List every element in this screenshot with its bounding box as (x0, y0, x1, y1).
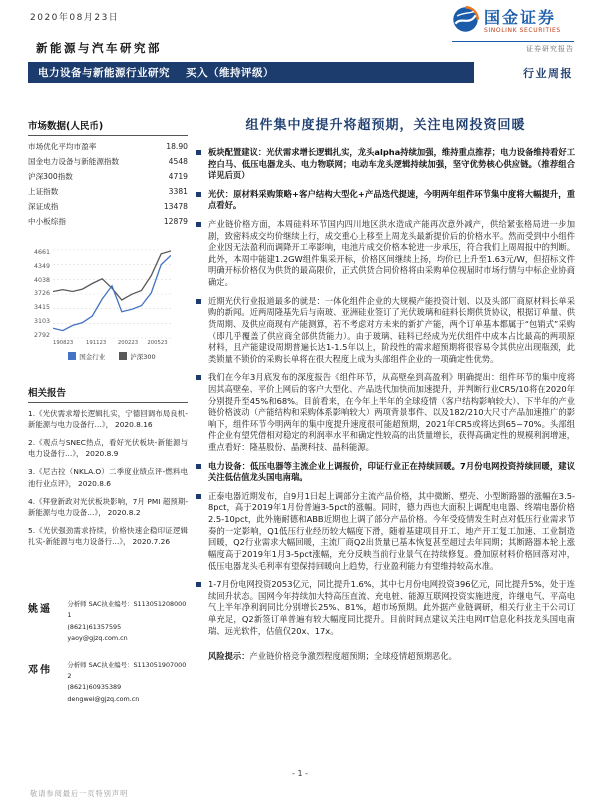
chart-x-axis: 190823 191123 200223 200523 (53, 340, 168, 346)
related-report-item: 1.《光伏需求增长逻辑扎实，宁德回调布局良机-新能源与电力设备行…》， 2020.8.16 (28, 409, 188, 430)
brand-name-cn: 国金证券 (484, 7, 557, 27)
market-data-title: 市场数据(人民币) (28, 118, 188, 136)
market-data-row: 市场优化平均市盈率 18.90 (28, 142, 188, 151)
bullet-paragraph: 光伏：原材料采购策略+客户结构大型化+产品迭代提速，今明两年组件环节集中度将大幅提升，重点看好。 (196, 189, 575, 212)
bullet-paragraph: 板块配置建议：光伏需求增长逻辑扎实，龙头alpha持续加强，维持重点推荐；电力设备维持看好工控白马、低压电器龙头、电力物联网；电动车龙头逻辑持续加强，坚守优势核心供应链。（推荐组合详见后页） (196, 147, 575, 182)
index-performance-chart (28, 249, 188, 361)
legend-item-hs300: 沪深300 (119, 352, 155, 361)
risk-warning-label: 风险提示： (208, 651, 250, 662)
related-reports-title: 相关报告 (28, 385, 188, 403)
bullet-square-icon (196, 299, 201, 304)
department-title: 新能源与汽车研究部 (36, 41, 162, 55)
analyst-phone: (8621)61357595 (67, 622, 122, 631)
bullet-square-icon (196, 150, 201, 155)
market-data-row: 深证成指 13478 (28, 202, 188, 211)
related-report-item: 3.《尼古拉（NKLA.O）二季度业绩点评-燃料电池行业点评》， 2020.8.6 (28, 467, 188, 488)
chart-legend (53, 352, 171, 361)
analyst-email: dengwei@gjzq.com.cn (67, 694, 140, 703)
analysts-block (28, 599, 188, 705)
report-date: 2020年08月23日 (30, 13, 120, 23)
bullet-square-icon (196, 494, 201, 499)
bullet-paragraph: 我们在今年3月底发布的深度报告《组件环节，从高壁垒到高盈利》明确提出：组件环节的集中度将因其高壁垒、平价上网后的客户大型化、产品迭代加快而加速提升，并判断行业CR5/10将在2020年分别提升至45%和68%。目前看来，在今年上半年的全球疫情（客户结构影响较大）、下半年的产业链价格波动（产能结构和采购体系影响较大）两项背景事件、以及182/210大尺寸产品加速推广的影响下，组件环节今明两年的集中度提升速度很可能超预期，2021年CR5或将达到65~70%。头部组件企业有望凭借相对稳定的利润率水平和确定性较高的出货量增长，获得高确定性的规模利润增速，重点看好：隆基股份、晶澳科技、晶科能源。 (196, 372, 575, 453)
sector-index-line (53, 255, 171, 330)
risk-warning (196, 651, 575, 663)
main-content (196, 114, 575, 663)
analyst-phone: (8621)60935389 (67, 683, 122, 692)
report-category-tag: 证券研究报告 (452, 41, 574, 54)
brand-name-en: SINOLINK SECURITIES (484, 27, 561, 35)
page-number: - 1 - (292, 769, 308, 778)
footer-disclaimer: 敬请参阅最后一页特别声明 (30, 789, 129, 798)
industry-title: 电力设备与新能源行业研究 (38, 67, 170, 79)
market-data-row: 中小板综指 12879 (28, 217, 188, 226)
related-report-item: 2.《观点与SNEC热点，看好光伏板块-新能源与电力设备行…》， 2020.8.9 (28, 438, 188, 459)
market-data-table (28, 141, 188, 227)
bullet-square-icon (196, 192, 201, 197)
hs300-line (53, 251, 171, 300)
bullet-square-icon (196, 222, 201, 227)
market-data-row: 国金电力设备与新能源指数 4548 (28, 157, 188, 166)
bullet-square-icon (196, 375, 201, 380)
market-data-row: 上证指数 3381 (28, 187, 188, 196)
analyst-entry (28, 599, 188, 644)
brand-block (452, 6, 574, 54)
analyst-name: 邓伟 (28, 664, 52, 676)
analyst-name: 姚遥 (28, 604, 52, 616)
chart-y-axis: 4661 4349 4038 3726 3415 3103 2792 (33, 249, 50, 339)
sidebar-chart-svg (53, 249, 171, 339)
analyst-cert: 分析师 SAC执业编号：S1130512080001 (67, 600, 187, 620)
analyst-cert: 分析师 SAC执业编号：S1130519070002 (67, 660, 187, 681)
sidebar (28, 118, 188, 721)
legend-item-sector: 国金行业 (68, 352, 105, 361)
doc-type-label: 行业周报 (523, 67, 573, 80)
market-data-row: 沪深300指数 4719 (28, 172, 188, 181)
bullet-paragraph: 正泰电器近期发布，自9月1日起上调部分主流产品价格，其中微断、塑壳、小型断路器的涨幅在3.5-8pct，高于2019年1月份普遍3-5pct的涨幅。同时，德力西也大面积上调配电电器、终端电器价格2.5-10pct，此外施耐德和ABB近期也上调了部分产品价格。今年受疫情发生时点对低压行业需求节奏的一定影响，Q1低压行业经历较大幅度下滑，随着基建项目开工、地产开工复工加速、工业制造回暖，Q2行业需求大幅回暖，主流厂商Q2出货量已基本恢复甚至超过去年同期；其断路器本轮上涨幅度高于2019年1月3-5pct涨幅，充分反映当前行业景气在持续修复。叠加原材料价格回落对冲，低压电器龙头毛利率有望保持回暖向上趋势，行业盈利能力有望维持较高水准。 (196, 491, 575, 572)
bullet-paragraph: 电力设备：低压电器等主流企业上调报价，印证行业正在持续回暖。7月份电网投资持续回暖，建议关注低估值龙头国电南瑞。 (196, 461, 575, 484)
analyst-email: yaoy@gjzq.com.cn (67, 633, 128, 642)
related-report-item: 4.《拜登新政对光伏板块影响，7月 PMI 超预期-新能源与电力设备…》， 2020.8.2 (28, 496, 188, 517)
risk-warning-text: 产业链价格竞争激烈程度超预期；全球疫情超预期恶化。 (249, 651, 457, 662)
related-report-item: 5.《光伏强劲需求持续，价格快速企稳印证逻辑扎实-新能源与电力设备行…》， 2020.7.26 (28, 525, 188, 546)
rating-bar (28, 62, 474, 83)
report-title: 组件集中度提升将超预期，关注电网投资回暖 (245, 118, 526, 133)
bullet-paragraph: 1-7月份电网投资2053亿元，同比提升1.6%，其中七月份电网投资396亿元，同比提升5%，处于连续回升状态。国网今年持续加大特高压直流、充电桩、能源互联网投资实施进度，许继电气、平高电气上半年净利润同比分别增长25%、81%，超市场预期。此外据产业链调研，相关行业主干公司订单充足，Q2新签订单普遍有较大幅度同比提升。目前时间点建议关注电网IT信息化科技龙头国电南瑞、远光软件，估值仅20x、17x。 (196, 579, 575, 637)
bullet-paragraph: 近期光伏行业报道最多的就是：一体化组件企业的大规模产能投资计划、以及头部厂商原材料长单采购的新闻。近两周隆基先后与南玻、亚洲硅业签订了光伏玻璃和硅料长期供货协议，根据订单量、供货周期、及供应商现有产能测算，若不考虑对方未来的新扩产能，两个订单基本都属于“包销式”采购（即几乎覆盖了供应商全部供货能力）。由于玻璃、硅料已经成为光伏组件中成本占比最高的两项原材料，且产能建设周期普遍长达1-1.5年以上，阶段性的需求超预期将很容易令其供应出现瓶颈，此类锁量不锁价的采购长单将在很大程度上成为头部组件企业的一项确定性优势。 (196, 296, 575, 366)
sinolink-logo-icon (452, 6, 479, 37)
related-reports-list (28, 408, 188, 547)
bullet-square-icon (196, 464, 201, 469)
analyst-entry (28, 660, 188, 705)
bullet-square-icon (196, 582, 201, 587)
bullet-paragraph: 产业链价格方面，本周硅料环节国内四川地区洪水造成产能再次意外减产，供给紧张格局进一步加剧，致密料成交均价继续上行，成交重心上移至上周龙头最新提价后的价格水平。然而受到中小组件企业因无法盈利而调降开工率影响，电池片成交价格本轮进一步承压，符合我们上周周报中的判断。此外，本周中能建1.2GW组件集采开标，价格区间继续上扬，均价已上升至1.63元/W，但招标文件明确开标价格仅为供货的最高限价，正式供货合同价格将由采购单位视届时市场行情与中标企业协商确定。 (196, 219, 575, 289)
rating-label: 买入（维持评级） (186, 67, 274, 79)
